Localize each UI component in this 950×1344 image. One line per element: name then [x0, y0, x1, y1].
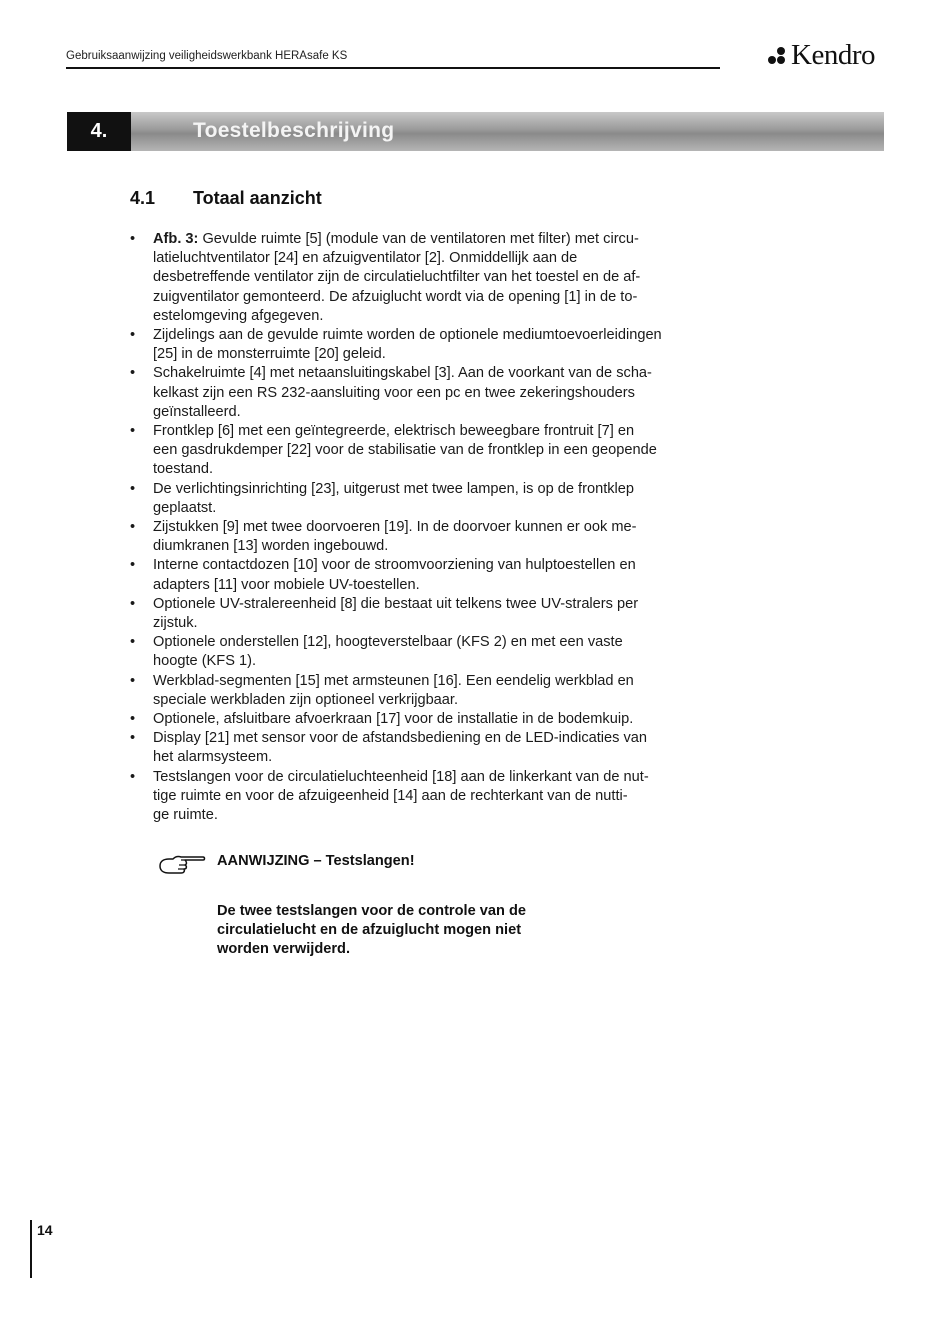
bullet-text: Optionele, afsluitbare afvoerkraan [17] voor de installatie in de bodemkuip.: [153, 711, 634, 728]
bullet-item: [130, 326, 682, 364]
bullet-text: Optionele onderstellen [12], hoogteverstelbaar (KFS 2) en met een vaste hoogte (KFS 1).: [153, 634, 623, 670]
bullet-marker: •: [130, 768, 136, 785]
pointing-hand-icon: [157, 854, 207, 878]
bullet-marker: •: [130, 365, 136, 382]
bullet-item: [130, 633, 682, 671]
note-body: De twee testslangen voor de controle van de circulatielucht en de afzuiglucht mogen niet worden verwijderd.: [217, 903, 526, 958]
document-title: Gebruiksaanwijzing veiligheidswerkbank HERAsafe KS: [66, 50, 348, 62]
bullet-text: Display [21] met sensor voor de afstandsbediening en de LED-indicaties van het alarmsysteem.: [153, 730, 648, 766]
bullet-item: [130, 710, 682, 729]
bullet-text: Gevulde ruimte [5] (module van de ventilatoren met filter) met circu- latieluchtventilator [24] en afzuigventilator [2]. Onmiddellijk aan de desbetreffende ventilator zijn de circulatieluchtfilter van het toestel en de af- zuigventilator gemonteerd. De afzuiglucht wordt via de opening [1] in de to- estelomgeving afgegeven.: [153, 231, 641, 324]
bullet-marker: •: [130, 672, 136, 689]
note-title: AANWIJZING – Testslangen!: [217, 853, 415, 869]
bullet-item: [130, 230, 682, 326]
bullet-text: Frontklep [6] met een geïntegreerde, elektrisch beweegbare frontruit [7] en een gasdrukdemper [22] voor de stabilisatie van de frontklep in een geopende toestand.: [153, 423, 657, 478]
bullet-item: [130, 595, 682, 633]
section-title: Totaal aanzicht: [193, 188, 322, 208]
bullet-marker: •: [130, 480, 136, 497]
bullet-item: [130, 364, 682, 422]
bullet-marker: •: [130, 557, 136, 574]
bullet-marker: •: [130, 327, 136, 344]
section-number: 4.1: [130, 188, 156, 208]
page-number: 14: [37, 1222, 53, 1238]
bullet-lead: Afb. 3:: [153, 231, 199, 247]
bullet-marker: •: [130, 730, 136, 747]
bullet-text: Zijdelings aan de gevulde ruimte worden de optionele mediumtoevoerleidingen [25] in de monsterruimte [20] geleid.: [153, 327, 662, 363]
logo-text: Kendro: [791, 38, 875, 71]
bullet-item: [130, 729, 682, 767]
bullet-item: [130, 518, 682, 556]
page-marker-bar: [30, 1220, 32, 1278]
bullet-marker: •: [130, 634, 136, 651]
bullet-item: [130, 556, 682, 594]
bullet-text: Testslangen voor de circulatieluchteenheid [18] aan de linkerkant van de nut- tige ruimte en voor de afzuigeenheid [14] aan de rechterkant van de nutti- ge ruimte.: [153, 768, 649, 824]
bullet-list: [130, 230, 682, 825]
bullet-item: [130, 672, 682, 710]
bullet-marker: •: [130, 711, 136, 728]
header-rule: [66, 67, 720, 69]
bullet-marker: •: [130, 423, 136, 440]
bullet-marker: •: [130, 595, 136, 612]
bullet-item: [130, 422, 682, 480]
bullet-text: De verlichtingsinrichting [23], uitgerust met twee lampen, is op de frontklep geplaatst.: [153, 480, 635, 516]
bullet-text: Zijstukken [9] met twee doorvoeren [19]. In de doorvoer kunnen er ook me- diumkranen [13] worden ingebouwd.: [153, 519, 637, 555]
bullet-text: Werkblad-segmenten [15] met armsteunen [16]. Een eendelig werkblad en speciale werkbladen zijn optioneel verkrijgbaar.: [153, 672, 634, 708]
bullet-marker: •: [130, 231, 136, 247]
kendro-logo: [768, 38, 875, 72]
bullet-item: [130, 480, 682, 518]
chapter-number: 4.: [67, 112, 131, 151]
bullet-marker: •: [130, 519, 136, 536]
chapter-title: Toestelbeschrijving: [193, 119, 395, 142]
logo-dots-icon: [768, 44, 790, 66]
bullet-text: Interne contactdozen [10] voor de stroomvoorziening van hulptoestellen en adapters [11] voor mobiele UV-toestellen.: [153, 557, 636, 593]
bullet-text: Schakelruimte [4] met netaansluitingskabel [3]. Aan de voorkant van de scha- kelkast zijn een RS 232-aansluiting voor een pc en twee zekeringshouders geïnstalleerd.: [153, 365, 652, 420]
bullet-item: [130, 768, 682, 826]
bullet-text: Optionele UV-stralereenheid [8] die bestaat uit telkens twee UV-stralers per zijstuk.: [153, 595, 639, 632]
